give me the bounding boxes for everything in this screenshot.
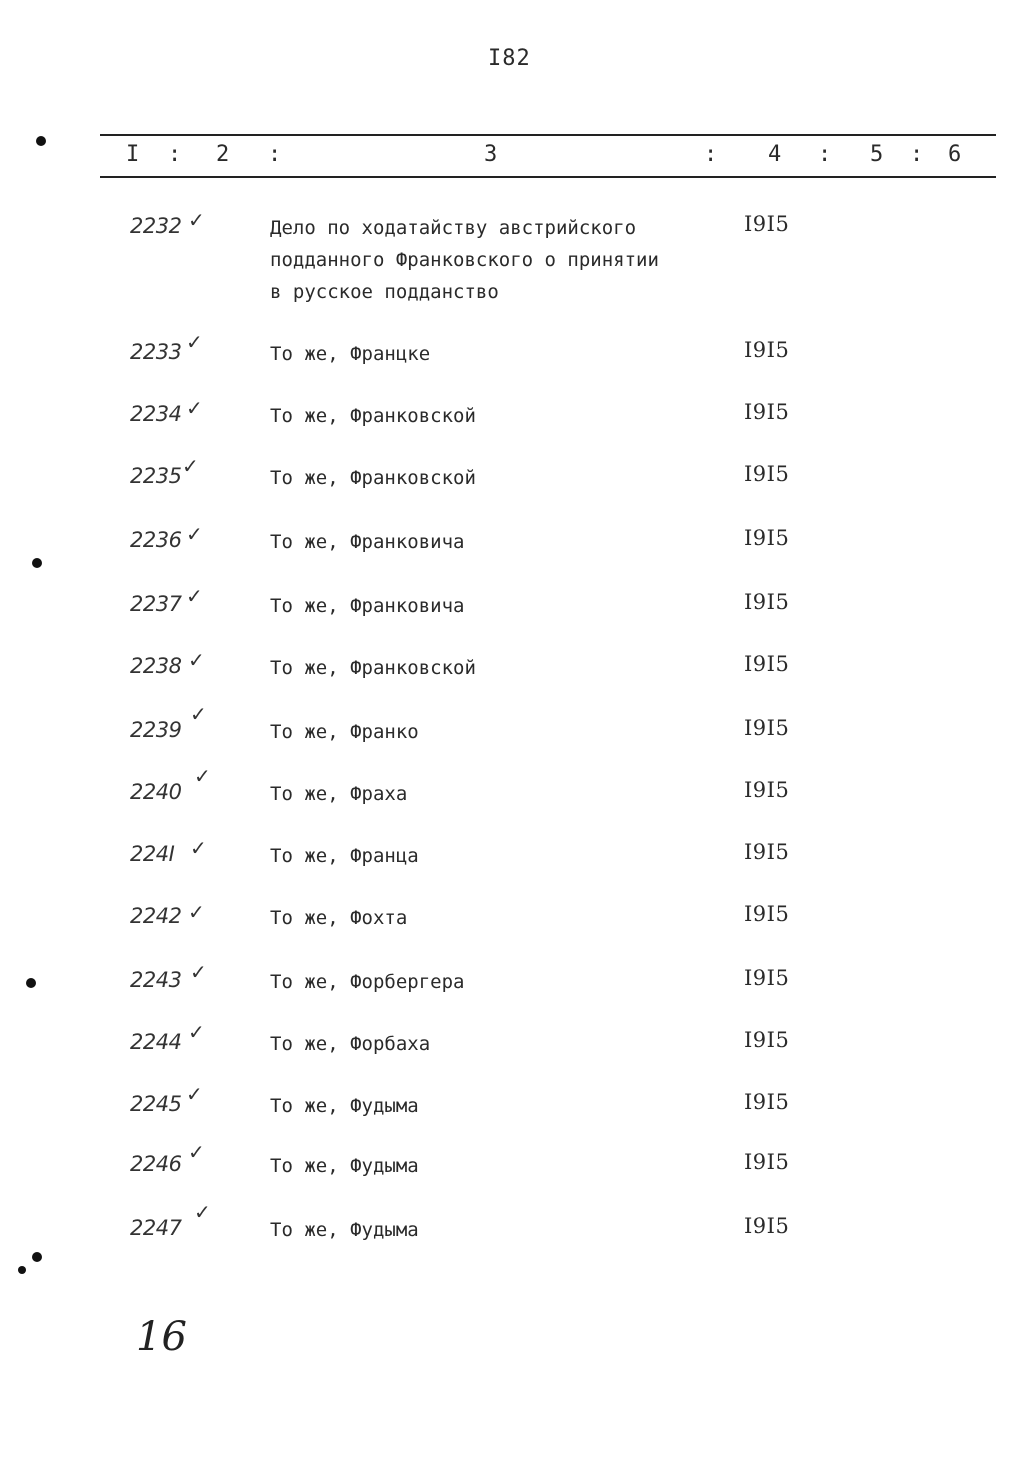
- case-description: То же, Фудыма: [270, 1095, 419, 1117]
- header-separator: :: [818, 142, 832, 167]
- header-col-5: 5: [870, 142, 884, 167]
- check-mark-icon: ✓: [194, 1200, 211, 1224]
- header-col-2: 2: [216, 142, 230, 167]
- check-mark-icon: ✓: [188, 1020, 205, 1044]
- case-number: 2237: [130, 592, 182, 616]
- table-row: [0, 648, 1024, 692]
- case-description: То же, Форбергера: [270, 971, 465, 993]
- case-year: I9I5: [744, 590, 790, 614]
- table-row: [0, 454, 1024, 502]
- punch-hole-dot: [32, 558, 42, 568]
- case-year: I9I5: [744, 1214, 790, 1238]
- case-number: 2233: [130, 340, 182, 364]
- header-separator: :: [268, 142, 282, 167]
- page-number: I82: [488, 46, 531, 71]
- check-mark-icon: ✓: [186, 396, 203, 420]
- table-row: [0, 208, 1024, 303]
- punch-hole-dot: [36, 136, 46, 146]
- check-mark-icon: ✓: [186, 522, 203, 546]
- table-row: [0, 522, 1024, 566]
- case-number: 2243: [130, 968, 182, 992]
- punch-hole-dot: [18, 1266, 26, 1274]
- case-description: То же, Форбаха: [270, 1033, 431, 1055]
- case-description: То же, Фохта: [270, 907, 408, 929]
- case-description: То же, Фудыма: [270, 1219, 419, 1241]
- case-year: I9I5: [744, 840, 790, 864]
- check-mark-icon: ✓: [190, 702, 207, 726]
- case-year: I9I5: [744, 1090, 790, 1114]
- header-col-4: 4: [768, 142, 782, 167]
- case-year: I9I5: [744, 212, 790, 236]
- check-mark-icon: ✓: [188, 648, 205, 672]
- case-year: I9I5: [744, 526, 790, 550]
- case-year: I9I5: [744, 462, 790, 486]
- handwritten-sheet-number: 16: [136, 1314, 187, 1360]
- case-description: То же, Фудыма: [270, 1155, 419, 1177]
- table-row: [0, 702, 1024, 756]
- case-number: 2235: [130, 464, 182, 488]
- table-header-bottom-rule: [100, 176, 996, 178]
- case-description: То же, Францке: [270, 343, 431, 365]
- case-number: 2244: [130, 1030, 182, 1054]
- case-description: То же, Франковской: [270, 405, 476, 427]
- check-mark-icon: ✓: [188, 1140, 205, 1164]
- header-col-1: I: [126, 142, 140, 167]
- header-separator: :: [168, 142, 182, 167]
- table-row: [0, 764, 1024, 818]
- punch-hole-dot: [26, 978, 36, 988]
- case-description: То же, Франца: [270, 845, 419, 867]
- table-row: [0, 584, 1024, 630]
- case-number: 2234: [130, 402, 182, 426]
- table-row: [0, 836, 1024, 880]
- case-number: 2242: [130, 904, 182, 928]
- punch-hole-dot: [32, 1252, 42, 1262]
- table-row: [0, 1020, 1024, 1068]
- case-year: I9I5: [744, 716, 790, 740]
- table-row: [0, 902, 1024, 942]
- table-row: [0, 960, 1024, 1006]
- case-description: То же, Франковича: [270, 531, 465, 553]
- case-year: I9I5: [744, 1150, 790, 1174]
- case-number: 2245: [130, 1092, 182, 1116]
- case-year: I9I5: [744, 652, 790, 676]
- table-row: [0, 1082, 1024, 1130]
- case-description: То же, Фраха: [270, 783, 408, 805]
- check-mark-icon: ✓: [188, 208, 205, 232]
- table-row: [0, 330, 1024, 378]
- case-number: 2247: [130, 1216, 182, 1240]
- case-year: I9I5: [744, 338, 790, 362]
- check-mark-icon: ✓: [188, 900, 205, 924]
- case-year: I9I5: [744, 966, 790, 990]
- check-mark-icon: ✓: [190, 960, 207, 984]
- check-mark-icon: ✓: [186, 330, 203, 354]
- table-header-top-rule: [100, 134, 996, 136]
- header-separator: :: [910, 142, 924, 167]
- case-description: Дело по ходатайству австрийского подданного Франковского о принятии в русское подданство: [270, 217, 659, 303]
- case-description: То же, Франковича: [270, 595, 465, 617]
- table-row: [0, 396, 1024, 440]
- case-description: То же, Франковской: [270, 467, 476, 489]
- check-mark-icon: ✓: [190, 836, 207, 860]
- case-description: То же, Франко: [270, 721, 419, 743]
- case-number: 224I: [130, 842, 175, 866]
- case-number: 2238: [130, 654, 182, 678]
- check-mark-icon: ✓: [182, 454, 199, 478]
- check-mark-icon: ✓: [194, 764, 211, 788]
- case-number: 2236: [130, 528, 182, 552]
- case-number: 2246: [130, 1152, 182, 1176]
- case-year: I9I5: [744, 1028, 790, 1052]
- table-row: [0, 1200, 1024, 1254]
- case-year: I9I5: [744, 778, 790, 802]
- case-description: То же, Франковской: [270, 657, 476, 679]
- header-col-3: 3: [484, 142, 498, 167]
- header-separator: :: [704, 142, 718, 167]
- header-col-6: 6: [948, 142, 962, 167]
- case-year: I9I5: [744, 902, 790, 926]
- check-mark-icon: ✓: [186, 584, 203, 608]
- table-row: [0, 1140, 1024, 1190]
- case-number: 2232: [130, 214, 182, 238]
- case-number: 2239: [130, 718, 182, 742]
- case-number: 2240: [130, 780, 182, 804]
- case-year: I9I5: [744, 400, 790, 424]
- check-mark-icon: ✓: [186, 1082, 203, 1106]
